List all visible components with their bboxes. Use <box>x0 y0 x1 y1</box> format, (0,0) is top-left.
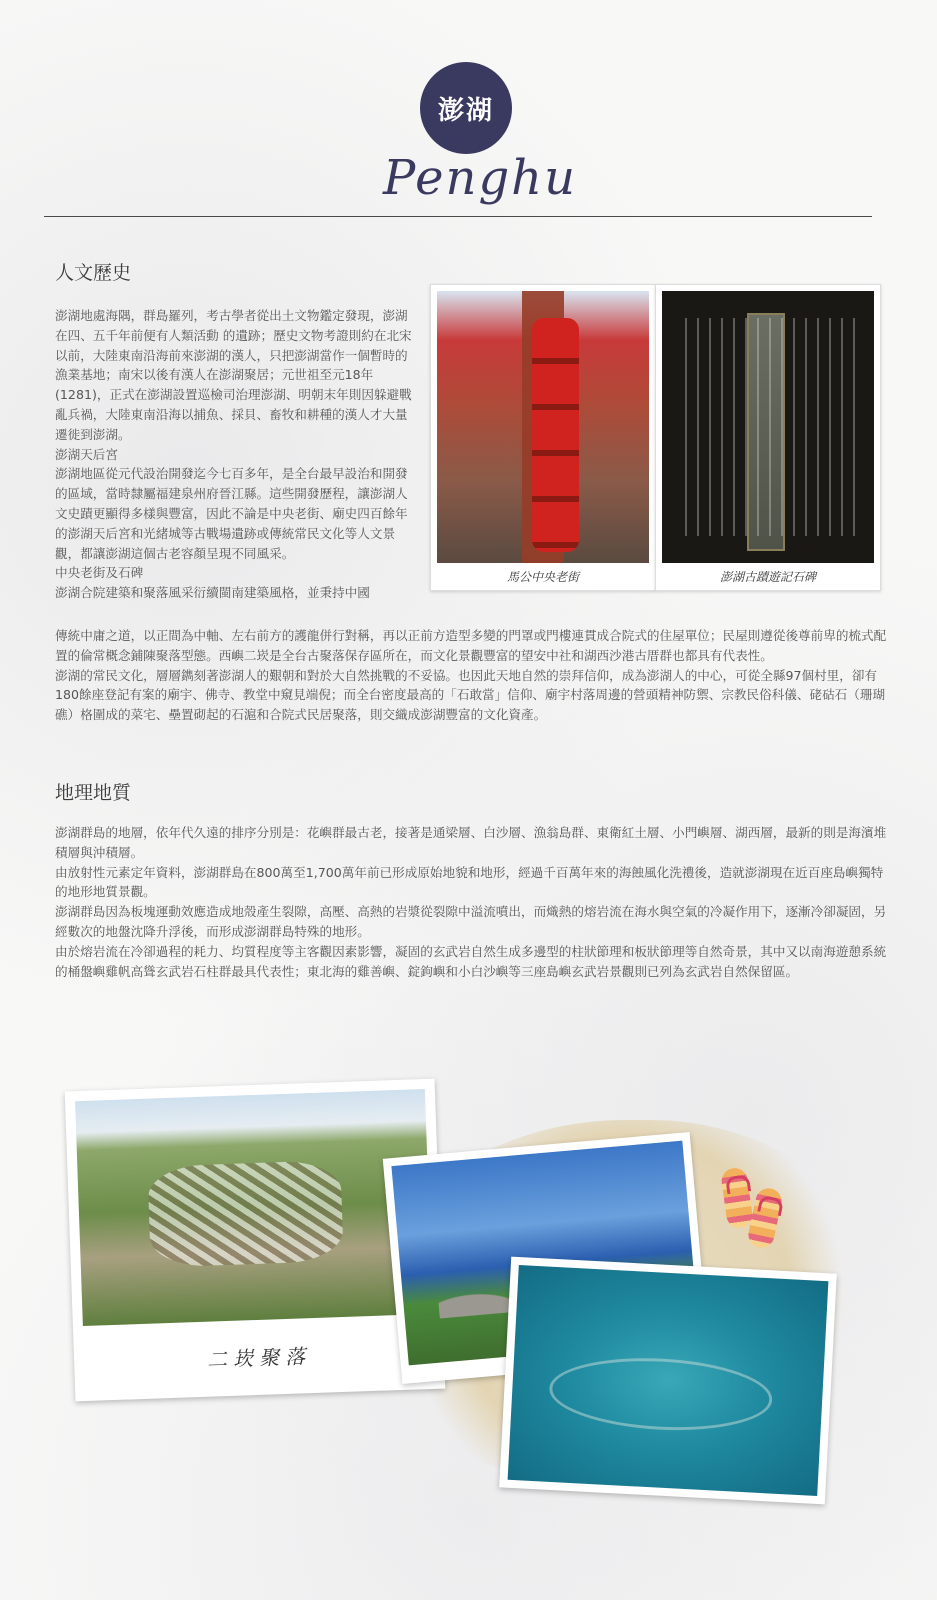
script-title: Penghu <box>382 150 577 206</box>
badge-text: 澎湖 <box>437 95 494 126</box>
photo-stele-card <box>655 284 881 591</box>
history-section-title: 人文歷史 <box>55 262 132 284</box>
village-polaroid <box>65 1079 446 1402</box>
street-photo <box>437 291 649 563</box>
photo-street-card <box>430 284 656 591</box>
history-paragraph: 澎湖地區從元代設治開發迄今七百多年，是全台最早設治和開發的區域，當時隸屬福建泉州府晉江縣。這些開發歷程，讓澎湖人文史蹟更顯得多樣與豐富，因此不論是中央老街、廟史四百餘年的澎湖天后宮和光緒城等古戰場遺跡或傳統常民文化等人文景觀，都讓澎湖這個古老容顏呈現不同風采。 <box>55 466 408 561</box>
history-subheading: 澎湖天后宮 <box>55 446 118 462</box>
geology-paragraph: 澎湖群島因為板塊運動效應造成地殼產生裂隙，高壓、高熱的岩漿從裂隙中溢流噴出，而熾熱的熔岩流在海水與空氣的冷凝作用下，逐漸冷卻凝固，另經數次的地盤沈降升浮後，而形成澎湖群島特殊的地形。 <box>55 904 887 939</box>
history-text-narrow <box>55 306 417 603</box>
village-photo-caption: 二崁聚落 <box>206 1344 312 1372</box>
history-subheading: 中央老街及石碑 <box>55 565 144 581</box>
title-badge <box>420 62 512 154</box>
sea-weir-photo <box>508 1265 829 1496</box>
stele-photo <box>662 291 874 563</box>
village-aerial-photo <box>75 1089 433 1326</box>
sea-weir-polaroid <box>499 1257 837 1505</box>
geology-text <box>55 823 887 981</box>
history-paragraph: 傳統中庸之道，以正間為中軸、左右前方的護龍併行對稱，再以正前方造型多變的門罩或門樓連貫成合院式的住屋單位；民屋則遵從後尊前卑的梳式配置的倫常概念鋪陳聚落型態。西嶼二崁是全台古聚落保存區所在，而文化景觀豐富的望安中社和湖西沙港古厝群也都具有代表性。 <box>55 628 887 663</box>
geology-section-title: 地理地質 <box>55 782 132 804</box>
stele-photo-caption: 澎湖古蹟遊記石碑 <box>719 570 816 584</box>
history-paragraph: 澎湖地處海隅，群島羅列，考古學者從出土文物鑑定發現，澎湖在四、五千年前便有人類活動 的遺跡；歷史文物考證則約在北宋以前，大陸東南沿海前來澎湖的漢人，只把澎湖當作一個暫時的漁業基地；南宋以後有漢人在澎湖聚居；元世祖至元18年 (1281)，正式在澎湖設置巡檢司治理澎湖、明朝末年則因躲避戰亂兵禍，大陸東南沿海以捕魚、採貝、畜牧和耕種的漢人才大量遷徙到澎湖。 <box>55 308 412 442</box>
history-paragraph: 澎湖的常民文化，層層鐫刻著澎湖人的艱朝和對於大自然挑戰的不妥協。也因此天地自然的崇拜信仰，成為澎湖人的中心，可從全縣97個村里，卻有180餘座登記有案的廟宇、佛寺、教堂中窺見端倪；而全台密度最高的「石敢當」信仰、廟宇村落周邊的營頭精神防禦、宗教民俗科儀、硓𥑮石（珊瑚礁）格圍成的菜宅、壘置砌起的石滬和合院式民居聚落，則交織成澎湖豐富的文化資產。 <box>55 667 886 723</box>
header-divider <box>44 216 872 217</box>
history-paragraph: 澎湖合院建築和聚落風采衍續閩南建築風格，並秉持中國 <box>55 585 370 601</box>
geology-paragraph: 由於熔岩流在冷卻過程的耗力、均質程度等主客觀因素影響，凝固的玄武岩自然生成多邊型的柱狀節理和板狀節理等自然奇景，其中又以南海遊憩系統的桶盤嶼雞帆高聳玄武岩石柱群最具代表性；東北海的雞善嶼、錠鉤嶼和小白沙嶼等三座島嶼玄武岩景觀則已列為玄武岩自然保留區。 <box>55 943 887 979</box>
history-text-wide <box>55 626 887 725</box>
geology-paragraph: 澎湖群島的地層，依年代久遠的排序分別是：花嶼群最古老，接著是通梁層、白沙層、漁翁島群、東衛紅土層、小門嶼層、湖西層，最新的則是海濱堆積層與沖積層。 <box>55 825 887 860</box>
street-photo-caption: 馬公中央老街 <box>506 570 579 584</box>
geology-paragraph: 由放射性元素定年資料，澎湖群島在800萬至1,700萬年前已形成原始地貌和地形，經過千百萬年來的海蝕風化洗禮後，造就澎湖現在近百座島嶼獨特的地形地質景觀。 <box>55 864 884 900</box>
